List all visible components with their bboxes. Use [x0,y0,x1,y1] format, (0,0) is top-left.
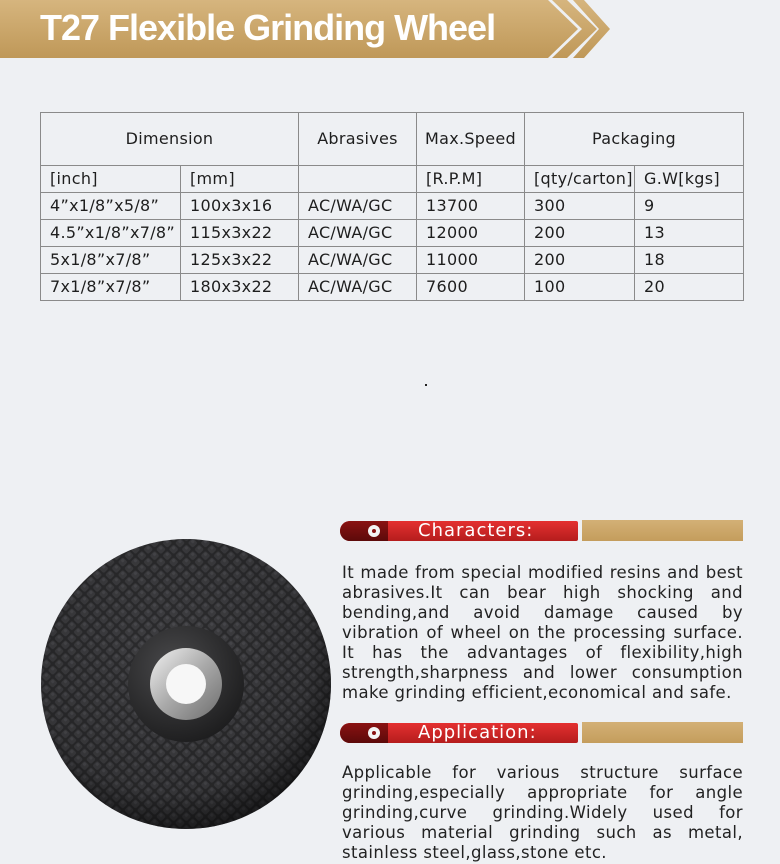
table-row [41,193,744,220]
table-header-row [41,113,744,166]
grinding-wheel-image [40,538,332,830]
cell-qty: 300 [525,193,635,220]
characters-text: It made from special modified resins and best abrasives.It can bear high shocking and bending,and avoid damage caused by vibration of wheel on the processing surface. It has the advantages of flexibility,high strength,sharpness and lower consumption make grinding efficient,economical and safe. [342,563,743,702]
unit-abrasives [299,166,417,193]
title-banner [0,0,780,58]
header-packaging: Packaging [525,113,744,166]
cell-gw: 9 [635,193,744,220]
cell-gw: 13 [635,220,744,247]
application-text: Applicable for various structure surface grinding,especially appropriate for angle grinding,curve grinding.Widely used for various material grinding such as metal, stainless steel,glass,stone etc. [342,763,743,862]
cell-abrasives: AC/WA/GC [299,247,417,274]
header-pill-cap [340,723,388,743]
cell-rpm: 11000 [417,247,525,274]
cell-gw: 20 [635,274,744,301]
cell-qty: 100 [525,274,635,301]
cell-rpm: 12000 [417,220,525,247]
header-max-speed: Max.Speed [417,113,525,166]
stray-dot [425,384,427,386]
table-units-row [41,166,744,193]
application-header [340,721,743,744]
cell-gw: 18 [635,247,744,274]
cell-abrasives: AC/WA/GC [299,193,417,220]
unit-qty: [qty/carton] [525,166,635,193]
application-heading: Application: [418,722,537,743]
header-gold-bar [582,520,743,541]
cell-qty: 200 [525,247,635,274]
unit-inch: [inch] [41,166,181,193]
cell-inch: 4.5”x1/8”x7/8” [41,220,181,247]
table-row [41,274,744,301]
cell-mm: 180x3x22 [181,274,299,301]
bullet-icon [368,727,380,739]
bullet-icon [368,525,380,537]
cell-mm: 100x3x16 [181,193,299,220]
cell-inch: 5x1/8”x7/8” [41,247,181,274]
header-dimension: Dimension [41,113,299,166]
cell-inch: 4”x1/8”x5/8” [41,193,181,220]
cell-inch: 7x1/8”x7/8” [41,274,181,301]
characters-header [340,519,743,542]
cell-rpm: 7600 [417,274,525,301]
header-gold-bar [582,722,743,743]
header-pill-cap [340,521,388,541]
characters-heading: Characters: [418,520,534,541]
cell-mm: 125x3x22 [181,247,299,274]
page-title: T27 Flexible Grinding Wheel [40,7,496,48]
unit-rpm: [R.P.M] [417,166,525,193]
spec-table [40,112,744,301]
unit-mm: [mm] [181,166,299,193]
cell-abrasives: AC/WA/GC [299,274,417,301]
cell-abrasives: AC/WA/GC [299,220,417,247]
table-row [41,220,744,247]
header-abrasives: Abrasives [299,113,417,166]
cell-qty: 200 [525,220,635,247]
table-row [41,247,744,274]
unit-gw: G.W[kgs] [635,166,744,193]
cell-rpm: 13700 [417,193,525,220]
cell-mm: 115x3x22 [181,220,299,247]
